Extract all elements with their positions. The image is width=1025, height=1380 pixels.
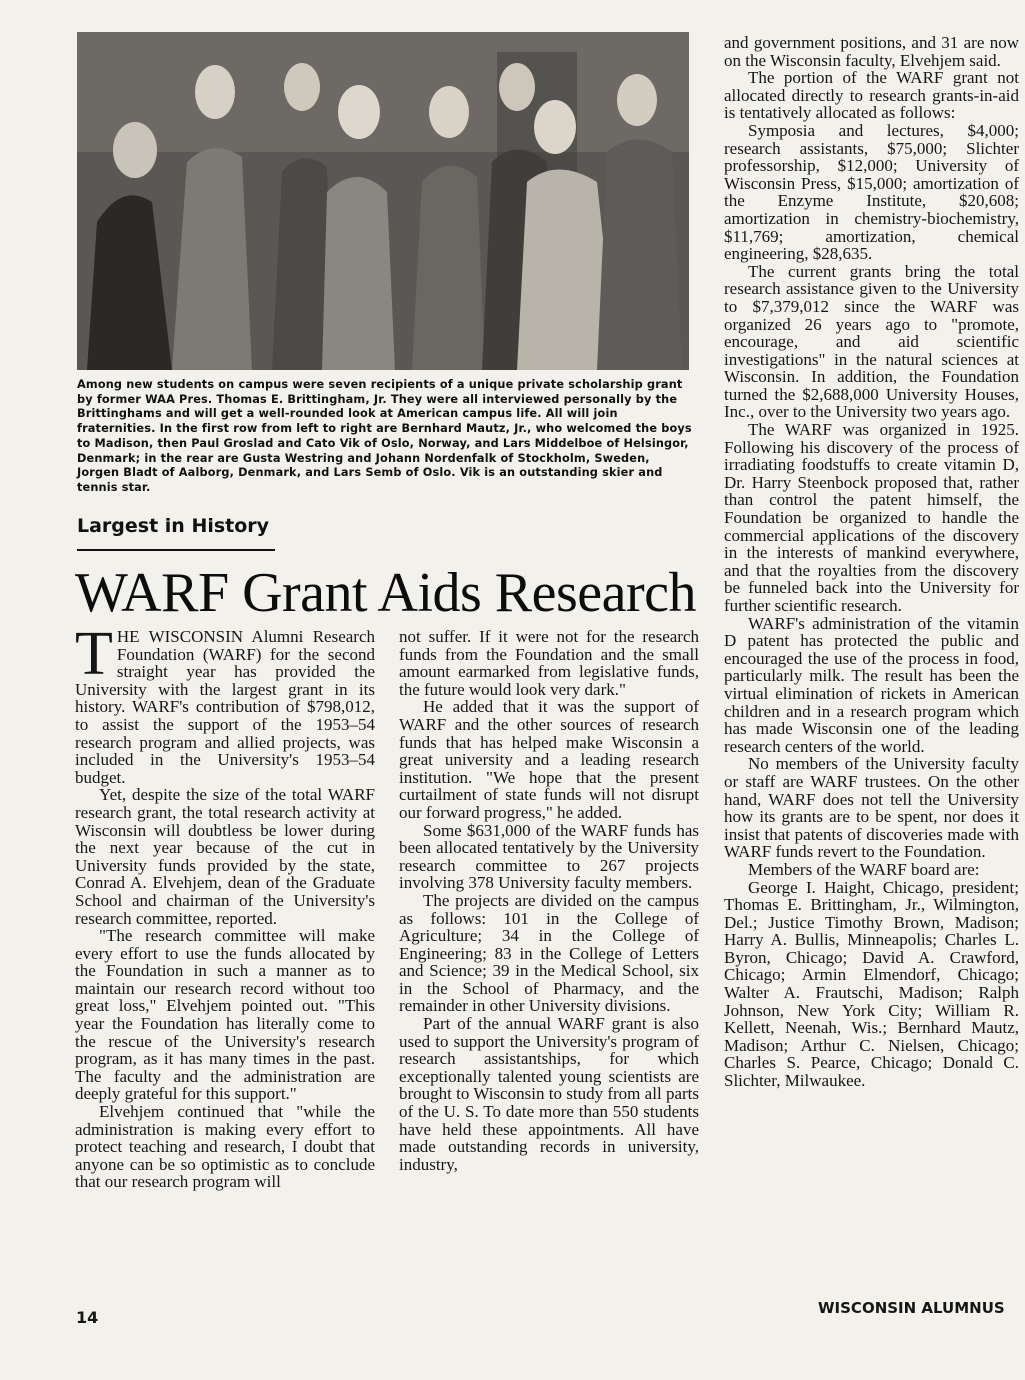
paragraph: WARF's administration of the vitamin D patent has protected the public and encouraged the use of the process in food, particularly milk. The result has been the virtual elimination of rickets in American children and in a research program which has made Wisconsin one of the leading research centers of the world.: [724, 613, 1019, 756]
paragraph: The portion of the WARF grant not allocated directly to research grants-in-aid is tentatively allocated as follows:: [724, 68, 1019, 123]
paragraph: Yet, despite the size of the total WARF research grant, the total research activity at Wisconsin will doubtless be lower during the next year because of the cut in University funds provided by the state, Conrad A. Elvehjem, dean of the Graduate School and chairman of the University's research committee, reported.: [75, 785, 375, 928]
paragraph: He added that it was the support of WARF and the other sources of research funds that has helped make Wisconsin a great university and a leading research institution. "We hope that the present curtailment of state funds will not disrupt our forward progress," he added.: [399, 697, 699, 822]
article-column-2: [399, 628, 699, 1173]
kicker-rule: [77, 549, 275, 551]
article-headline: WARF Grant Aids Research: [75, 562, 697, 624]
page-number: 14: [76, 1308, 99, 1327]
paragraph: Part of the annual WARF grant is also used to support the University's program of research assistantships, for which exceptionally talented young scientists are brought to Wisconsin to study from all parts of the U. S. To date more than 550 students have held these appointments. All have made outstanding records in university, industry,: [399, 1014, 699, 1174]
paragraph: HE WISCONSIN Alumni Research Foundation (WARF) for the second straight year has provided the University with the largest grant in its history. WARF's contribution of $798,012, to assist the support of the 1953–54 research program and allied projects, was included in the University's 1953–54 budget.: [75, 627, 375, 787]
paragraph: and government positions, and 31 are now on the Wisconsin faculty, Elvehjem said.: [724, 33, 1019, 70]
paragraph: The WARF was organized in 1925. Following his discovery of the process of irradiating foodstuffs to create vitamin D, Dr. Harry Steenbock proposed that, rather than control the patent himself, the Foundation be organized to handle the commercial applications of the discovery in the interests of mankind everywhere, and that the royalties from the discovery be funneled back into the University for further scientific research.: [724, 420, 1019, 615]
paragraph: The current grants bring the total research assistance given to the University to $7,379,012 since the WARF was organized 26 years ago to "promote, encourage, and aid scientific investigations" in the natural sciences at Wisconsin. In addition, the Foundation turned the $2,688,000 University Houses, Inc., over to the University two years ago.: [724, 261, 1019, 422]
paragraph: The projects are divided on the campus as follows: 101 in the College of Agriculture; 34 in the College of Engineering; 83 in the College of Letters and Science; 39 in the Medical School, six in the School of Pharmacy, and the remainder in other University divisions.: [399, 890, 699, 1016]
paragraph: Members of the WARF board are:: [748, 859, 980, 879]
paragraph: Elvehjem continued that "while the administration is making every effort to protect teaching and research, I doubt that anyone can be so optimistic as to conclude that our research program will: [75, 1102, 375, 1192]
group-photo-icon: [77, 32, 689, 370]
paragraph: Some $631,000 of the WARF funds has been allocated tentatively by the University research committee to 267 projects involving 378 University faculty members.: [399, 820, 699, 893]
paragraph: Symposia and lectures, $4,000; research assistants, $75,000; Slichter professorship, $12,000; University of Wisconsin Press, $15,000; amortization of the Enzyme Institute, $20,608; amortization in chemistry-biochemistry, $11,769; amortization, chemical engineering, $28,635.: [724, 120, 1019, 264]
magazine-title: WISCONSIN ALUMNUS: [818, 1299, 1005, 1317]
paragraph: not suffer. If it were not for the research funds from the Foundation and the small amount earmarked from legislative funds, the future would look very dark.": [399, 627, 699, 699]
article-kicker: Largest in History: [77, 515, 270, 537]
paragraph: No members of the University faculty or staff are WARF trustees. On the other hand, WARF does not tell the University how its grants are to be spent, nor does it insist that patents of discoveries made with WARF funds revert to the Foundation.: [724, 754, 1019, 862]
photo-caption: Among new students on campus were seven recipients of a unique private scholarship grant by former WAA Pres. Thomas E. Brittingham, Jr. They were all interviewed personally by the Brittinghams and will get a well-rounded look at American campus life. All will join fraternities. In the first row from left to right are Bernhard Mautz, Jr., who welcomed the boys to Madison, then Paul Groslad and Cato Vik of Oslo, Norway, and Lars Middelboe of Helsingor, Denmark; in the rear are Gusta Westring and Johann Nordenfalk of Stockholm, Sweden, Jorgen Bladt of Aalborg, Denmark, and Lars Semb of Oslo. Vik is an outstanding skier and tennis star.: [77, 378, 692, 494]
paragraph: "The research committee will make every effort to use the funds allocated by the Foundation in such a manner as to maintain our research record without too great loss," Elvehjem pointed out. "This year the Foundation has literally come to the rescue of the University's research program, as it has many times in the past. The faculty and the administration are deeply grateful for this support.": [75, 926, 375, 1104]
drop-cap: T: [75, 620, 113, 688]
article-column-1: [75, 620, 375, 1192]
group-photo: [77, 32, 689, 370]
article-column-3: [724, 34, 1019, 1090]
paragraph: George I. Haight, Chicago, president; Thomas E. Brittingham, Jr., Wilmington, Del.; Justice Timothy Brown, Madison; Harry A. Bullis, Minneapolis; Charles L. Byron, Chicago; David A. Crawford, Chicago; Armin Elmendorf, Chicago; Walter A. Frautschi, Madison; Ralph Johnson, New York City; William R. Kellett, Neenah, Wis.; Bernhard Mautz, Madison; Arthur C. Nielsen, Chicago; Charles S. Pearce, Chicago; Donald C. Slichter, Milwaukee.: [724, 877, 1019, 1091]
